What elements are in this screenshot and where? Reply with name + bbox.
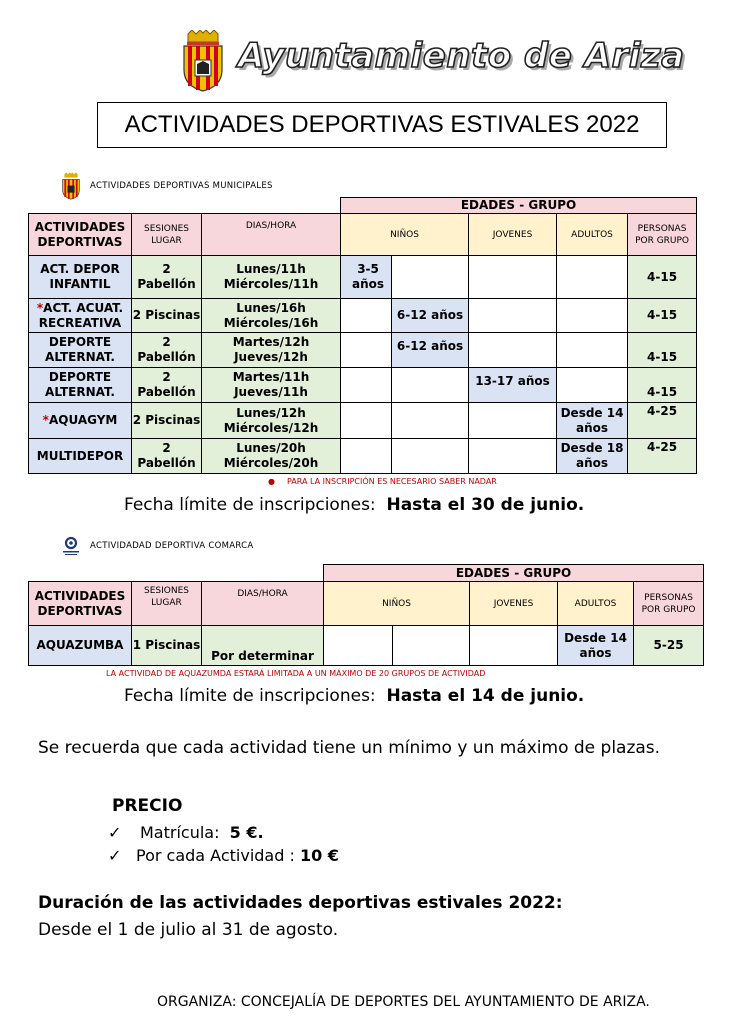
- group-size: 4-25: [628, 439, 697, 474]
- table-row: [29, 299, 697, 333]
- section1-heading: [60, 172, 273, 200]
- age-adultos: [557, 299, 628, 333]
- age-jovenes: [469, 256, 557, 299]
- col-personas: PERSONAS POR GRUPO: [634, 582, 704, 626]
- age-adultos: [557, 256, 628, 299]
- age-ninos-a: [341, 403, 392, 439]
- col-jovenes: JOVENES: [470, 582, 558, 626]
- activity-schedule: Lunes/20h Miércoles/20h: [202, 439, 341, 474]
- page-title-box: [97, 102, 667, 148]
- col-adultos: ADULTOS: [557, 214, 628, 256]
- activity-sessions: 2 Pabellón: [132, 439, 202, 474]
- checkmark-icon: ✓: [108, 823, 122, 842]
- group-size: 5-25: [634, 626, 704, 666]
- checkmark-icon: ✓: [108, 846, 122, 865]
- age-ninos-b: [392, 439, 469, 474]
- page-title: ACTIVIDADES DEPORTIVAS ESTIVALES 2022: [124, 111, 640, 138]
- age-jovenes: [470, 626, 558, 666]
- section2-heading: [60, 535, 254, 557]
- age-jovenes: [469, 403, 557, 439]
- group-size: 4-15: [628, 333, 697, 368]
- age-ninos-a: [341, 299, 392, 333]
- col-sesiones: SESIONES LUGAR: [132, 214, 202, 256]
- age-adultos: [557, 368, 628, 403]
- group-size: 4-15: [628, 299, 697, 333]
- col-personas: PERSONAS POR GRUPO: [628, 214, 697, 256]
- age-ninos-b: [392, 256, 469, 299]
- town-name: Ayuntamiento de Ariza: [238, 36, 685, 76]
- edades-grupo-header: EDADES - GRUPO: [341, 198, 697, 214]
- organizer-footer: ORGANIZA: CONCEJALÍA DE DEPORTES DEL AYUNTAMIENTO DE ARIZA.: [157, 994, 650, 1010]
- table-row: [29, 626, 704, 666]
- aquazumba-limit-note: LA ACTIVIDAD DE AQUAZUMDA ESTARÁ LIMITADA A UN MÁXIMO DE 20 GRUPOS DE ACTIVIDAD: [106, 669, 486, 678]
- group-size: 4-25: [628, 403, 697, 439]
- duration-title: Duración de las actividades deportivas estivales 2022:: [38, 893, 563, 913]
- section2-heading-text: ACTIVIDADAD DEPORTIVA COMARCA: [90, 541, 254, 551]
- activity-sessions: 2 Pabellón: [132, 368, 202, 403]
- activity-schedule: Martes/12h Jueves/12h: [202, 333, 341, 368]
- swim-requirement-note: ● PARA LA INSCRIPCIÓN ES NECESARIO SABER NADAR: [268, 477, 497, 486]
- age-ninos-b: [392, 403, 469, 439]
- duration-text: Desde el 1 de julio al 31 de agosto.: [38, 920, 339, 940]
- age-ninos-b: [393, 626, 470, 666]
- table-row: [29, 368, 697, 403]
- col-ninos: NIÑOS: [324, 582, 470, 626]
- activity-name: ACT. DEPOR INFANTIL: [29, 256, 132, 299]
- price-item-matricula: ✓ Matrícula: 5 €.: [108, 823, 264, 842]
- places-reminder: Se recuerda que cada actividad tiene un mínimo y un máximo de plazas.: [38, 738, 661, 758]
- price-title: PRECIO: [112, 796, 183, 816]
- comarca-activities-table: [28, 564, 704, 666]
- age-adultos: [557, 333, 628, 368]
- deadline-2: Fecha límite de inscripciones: Hasta el 14 de junio.: [124, 686, 585, 706]
- table-row: [29, 256, 697, 299]
- activity-name: AQUAZUMBA: [29, 626, 132, 666]
- bullet-icon: ●: [268, 477, 275, 486]
- age-ninos-a: [341, 368, 392, 403]
- age-ninos-a: [341, 439, 392, 474]
- activity-sessions: 2 Piscinas: [132, 403, 202, 439]
- age-jovenes: 13-17 años: [469, 368, 557, 403]
- deadline-1: Fecha límite de inscripciones: Hasta el 30 de junio.: [124, 495, 585, 515]
- activity-schedule: Lunes/11h Miércoles/11h: [202, 256, 341, 299]
- col-ninos: NIÑOS: [341, 214, 469, 256]
- activity-schedule: Lunes/12h Miércoles/12h: [202, 403, 341, 439]
- edades-grupo-header: EDADES - GRUPO: [324, 565, 704, 582]
- price-item-actividad: ✓ Por cada Actividad : 10 €: [108, 846, 339, 865]
- age-ninos-a: [324, 626, 393, 666]
- group-size: 4-15: [628, 368, 697, 403]
- header-logo-row: [178, 30, 685, 90]
- col-actividades: ACTIVIDADES DEPORTIVAS: [29, 214, 132, 256]
- age-jovenes: [469, 333, 557, 368]
- age-adultos: Desde 14 años: [557, 403, 628, 439]
- activity-name: DEPORTE ALTERNAT.: [29, 333, 132, 368]
- age-ninos-a: 3-5 años: [341, 256, 392, 299]
- col-dias: DIAS/HORA: [202, 582, 324, 626]
- activity-name: MULTIDEPOR: [29, 439, 132, 474]
- age-adultos: Desde 14 años: [558, 626, 634, 666]
- activity-name: *AQUAGYM: [29, 403, 132, 439]
- comarca-logo-icon: [60, 535, 82, 557]
- age-ninos-a: [341, 333, 392, 368]
- age-jovenes: [469, 439, 557, 474]
- age-ninos-b: 6-12 años: [392, 333, 469, 368]
- table-row: [29, 403, 697, 439]
- town-crest-icon: [178, 30, 228, 92]
- section1-heading-text: ACTIVIDADES DEPORTIVAS MUNICIPALES: [90, 181, 273, 191]
- small-crest-icon: [60, 172, 82, 200]
- table-row: [29, 439, 697, 474]
- municipal-activities-table: [28, 197, 697, 474]
- activity-sessions: 2 Pabellón: [132, 256, 202, 299]
- activity-name: DEPORTE ALTERNAT.: [29, 368, 132, 403]
- age-ninos-b: [392, 368, 469, 403]
- age-adultos: Desde 18 años: [557, 439, 628, 474]
- activity-name: *ACT. ACUAT. RECREATIVA: [29, 299, 132, 333]
- activity-schedule: Lunes/16h Miércoles/16h: [202, 299, 341, 333]
- col-jovenes: JOVENES: [469, 214, 557, 256]
- activity-sessions: 2 Pabellón: [132, 333, 202, 368]
- activity-sessions: 2 Piscinas: [132, 299, 202, 333]
- table-row: [29, 333, 697, 368]
- col-sesiones: SESIONES LUGAR: [132, 582, 202, 626]
- activity-sessions: 1 Piscinas: [132, 626, 202, 666]
- col-adultos: ADULTOS: [558, 582, 634, 626]
- col-actividades: ACTIVIDADES DEPORTIVAS: [29, 582, 132, 626]
- activity-schedule: Por determinar: [202, 626, 324, 666]
- age-ninos-b: 6-12 años: [392, 299, 469, 333]
- activity-schedule: Martes/11h Jueves/11h: [202, 368, 341, 403]
- col-dias: DIAS/HORA: [202, 214, 341, 256]
- age-jovenes: [469, 299, 557, 333]
- group-size: 4-15: [628, 256, 697, 299]
